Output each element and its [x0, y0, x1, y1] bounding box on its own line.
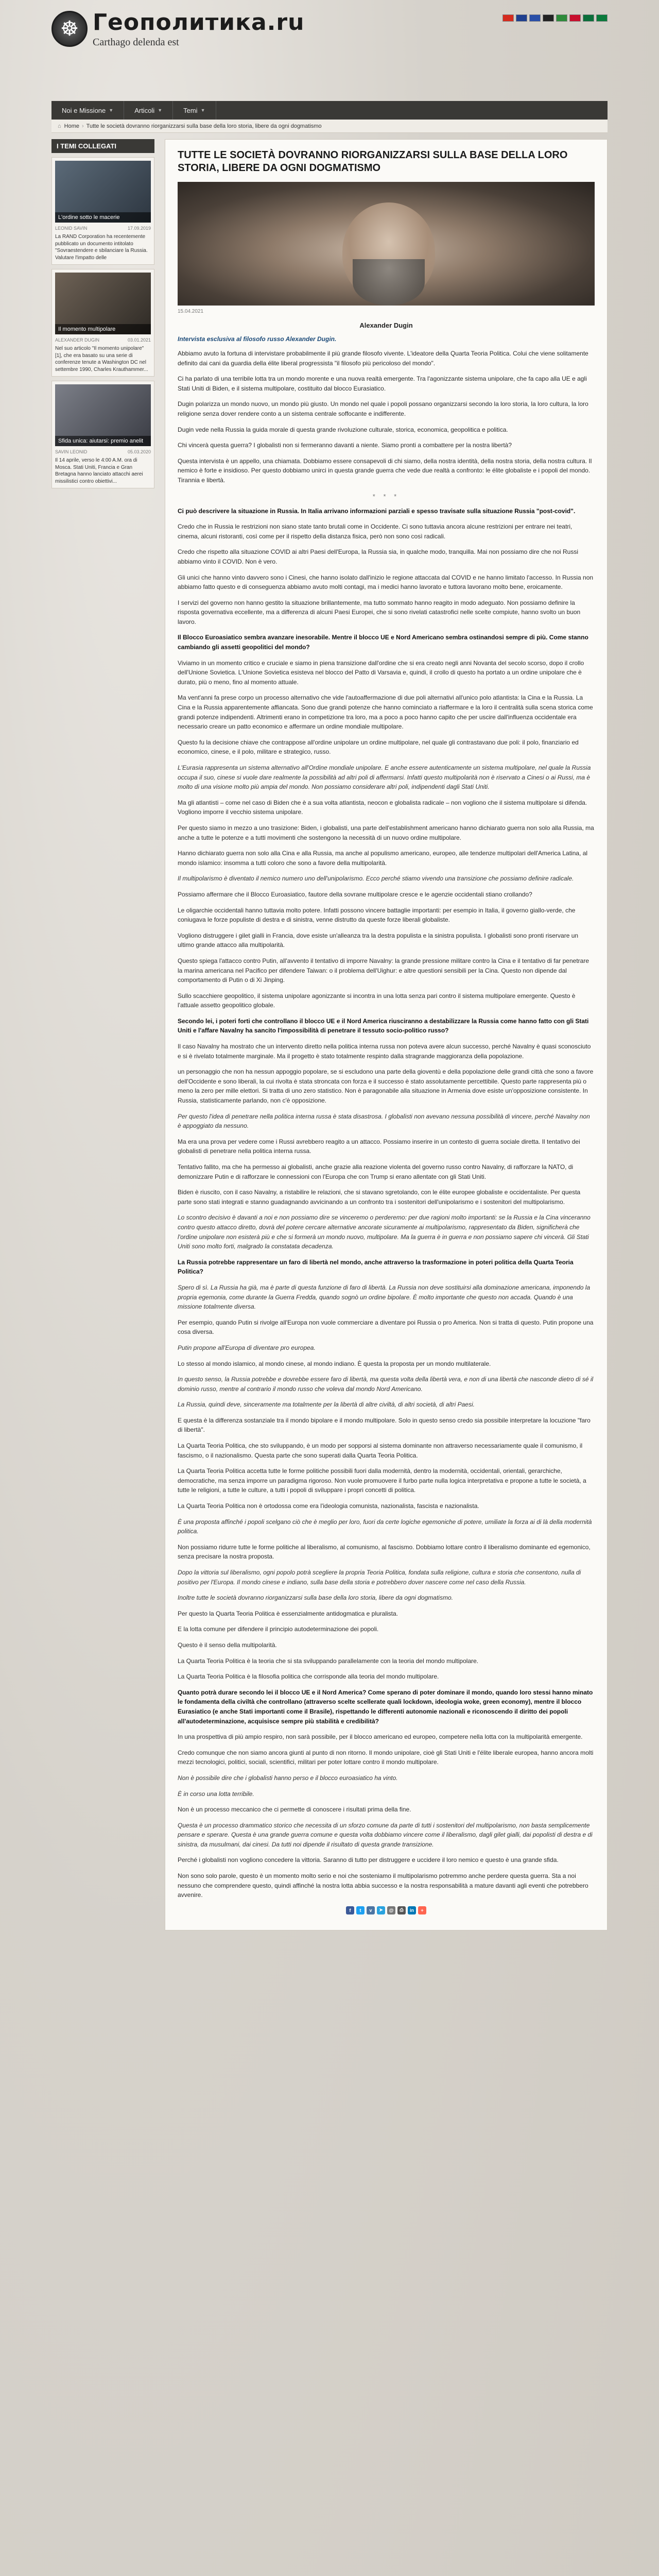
article-paragraph: Questo è il senso della multipolarità.	[178, 1641, 277, 1649]
article-paragraph: La Quarta Teoria Politica non è ortodossa come era l'ideologia comunista, nazionalista, fascista e nazionalista.	[178, 1502, 479, 1510]
article-paragraph: Non sono solo parole, questo è un momento molto serio e noi che sosteniamo il multipolarismo potremmo anche perdere questa guerra. Sta a noi nessuno che comprendere questo, quindi affinché la nostra lotta abbia successo e la nostra responsabilità a mature davanti agli eventi che potrebbero avvenire.	[178, 1872, 588, 1899]
article-body	[178, 349, 595, 1900]
article-paragraph: La Quarta Teoria Politica, che sto sviluppando, è un modo per sopporsi al sistema dominante non attraverso necessariamente quale il comunismo, il fascismo, o il nazionalismo. Questa parte che sono superati dalla Quarta Teoria Politica.	[178, 1442, 583, 1459]
article-paragraph: La Quarta Teoria Politica è la filosofia politica che corrisponde alla teoria del mondo multipolare.	[178, 1673, 439, 1681]
sidebar-heading: I TEMI COLLEGATI	[51, 139, 154, 153]
nav-item[interactable]	[124, 101, 173, 120]
article-paragraph: Credo che rispetto alla situazione COVID ai altri Paesi dell'Europa, la Russia sia, in qualche modo, tranquilla. Mai non possiamo dire che noi Russi abbiamo vinto il COVID. Non è vero.	[178, 548, 579, 565]
article-paragraph: Ma gli atlantisti – come nel caso di Biden che è a sua volta atlantista, neocon e globalista radicale – non vogliono che il sistema multipolare si difenda. Vogliono imporre il vecchio sistema unipolare.	[178, 799, 587, 816]
telegram-icon[interactable]: ➤	[377, 1906, 385, 1914]
section-divider: * * *	[372, 492, 400, 500]
related-card-author: SAVIN LEONID	[55, 449, 88, 454]
vk-icon[interactable]: v	[367, 1906, 375, 1914]
related-card-date: 05.03.2020	[127, 449, 151, 454]
nav-item-label: Noi e Missione	[62, 106, 106, 114]
chevron-down-icon: ▼	[109, 108, 114, 113]
related-card-thumbnail[interactable]	[55, 384, 151, 446]
article-hero-image	[178, 182, 595, 306]
interview-question: Quanto potrà durare secondo lei il blocco UE e il Nord America? Come sperano di poter dominare il mondo, quando loro stessi hanno minato le fondamenta della civiltà che controllano (attraverso scelte scellerate quali lockdown, ideologia woke, green economy), mentre il blocco Eurasiatico (e anche Stati importanti come il Brasile), rispettando le differenti autonomie nazionali e riconoscendo il diritto dei popoli all'autodeterminazione, acquisisce sempre più stabilità e credibilità?	[178, 1688, 593, 1725]
article-paragraph: E la lotta comune per difendere il principio autodeterminazione dei popoli.	[178, 1625, 379, 1633]
flag-pt[interactable]	[583, 14, 594, 22]
article-paragraph: Non è possibile dire che i globalisti hanno perso e il blocco euroasiatico ha vinto.	[178, 1774, 398, 1782]
article-paragraph: Tentativo fallito, ma che ha permesso ai globalisti, anche grazie alla reazione violenta del governo russo contro Navalny, di rafforzare la NATO, di demonizzare Putin e di rafforzare le connessioni con l'Europa che con Trump si erano allentate con gli Stati Uniti.	[178, 1163, 574, 1180]
print-icon[interactable]: ⎙	[397, 1906, 406, 1914]
article-paragraph: Non è un processo meccanico che ci permette di conoscere i risultati prima della fine.	[178, 1806, 411, 1814]
article-title: TUTTE LE SOCIETÀ DOVRANNO RIORGANIZZARSI SULLA BASE DELLA LORO STORIA, LIBERE DA OGNI DOGMATISMO	[178, 149, 568, 174]
portrait-beard	[353, 259, 425, 306]
share-icon[interactable]: +	[418, 1906, 426, 1914]
breadcrumb-separator-icon: ›	[82, 123, 84, 129]
related-card-date: 03.01.2021	[127, 337, 151, 343]
article-paragraph: Credo che in Russia le restrizioni non siano state tanto brutali come in Occidente. Ci sono tuttavia ancora alcune restrizioni per entrare nei teatri, cinema, alcuni ristoranti, così come per il rispetto della distanza fisica, però non sono così radicali.	[178, 523, 573, 540]
article-paragraph: Gli unici che hanno vinto davvero sono i Cinesi, che hanno isolato dall'inizio le regione attaccata dal COVID e ne hanno limitato l'accesso. In Russia non abbiamo fatto questo e di conseguenza abbiamo avuto molti contagi, ma i medici hanno lavorato e tuttora lavorano molto bene, eroicamente.	[178, 573, 594, 591]
article-paragraph: Questo spiega l'attacco contro Putin, all'avvento il tentativo di imporre Navalny: la grande pressione militare contro la Cina e il tentativo di far penetrare la marina americana nel Pacifico per difendere Taiwan: o il problema dell'Uighur: e altre questioni sensibili per la Cina. Questo non dipende dal comportamento di Putin o di Xi Jinping.	[178, 957, 589, 984]
related-card-excerpt: Nel suo articolo "Il momento unipolare" [1], che era basato su una serie di conferenze tenute a Washington DC nel settembre 1990, Charles Krauthammer...	[55, 346, 148, 372]
related-card-author: ALEXANDER DUGIN	[55, 337, 100, 343]
article-paragraph: L'Eurasia rappresenta un sistema alternativo all'Ordine mondiale unipolare. E anche essere autenticamente un sistema multipolare, nel quale la Russia occupa il suo, cinese si vuole dare realmente la possibilità ad altri poli di affermarsi. Infatti questo multipolarità non è riservato a Cinesi o ai Russi, ma è molto di una visione molto più ampia del mondo. Non possiamo considerare altri poli, indipendenti dagli Stati Uniti.	[178, 764, 591, 791]
article-author[interactable]: Alexander Dugin	[359, 321, 413, 329]
facebook-icon[interactable]: f	[346, 1906, 354, 1914]
article-paragraph: Per questo l'idea di penetrare nella politica interna russa è stata disastrosa. I globalisti non avevano nessuna possibilità di vincere, perché Navalny non è appoggiato da nessuno.	[178, 1112, 590, 1130]
logo-emblem-icon: ☸	[51, 11, 88, 47]
chevron-down-icon: ▼	[158, 108, 163, 113]
related-card-excerpt: La RAND Corporation ha recentemente pubblicato un documento intitolato "Sovraestendere e sbilanciare la Russia. Valutare l'impatto delle	[55, 234, 148, 261]
home-icon[interactable]: ⌂	[58, 123, 61, 129]
article-paragraph: Putin propone all'Europa di diventare pro europea.	[178, 1344, 316, 1351]
article-paragraph: Lo stesso al mondo islamico, al mondo cinese, al mondo indiano. È questa la proposta per un mondo multilaterale.	[178, 1360, 491, 1367]
article-paragraph: Hanno dichiarato guerra non solo alla Cina e alla Russia, ma anche al populismo americano, europeo, alle tendenze multipolari dell'America Latina, al mondo islamico: insomma a tutti coloro che sono a favore della multipolarità.	[178, 850, 588, 867]
flag-es[interactable]	[569, 14, 581, 22]
nav-item-label: Articoli	[134, 106, 155, 114]
article-lead: Intervista esclusiva al filosofo russo Alexander Dugin.	[178, 335, 337, 343]
site-subtitle: Carthago delenda est	[93, 37, 179, 48]
related-card-date: 17.09.2019	[127, 226, 151, 231]
share-buttons	[178, 1906, 595, 1914]
article-paragraph: Spero di sì. La Russia ha già, ma è parte di questa funzione di faro di libertà. La Russia non deve sostituirsi alla dominazione americana, imponendo la propria egemonia, come durante la Guerra Fredda, quando sognò un ordine bipolare. È molto importante che questo non accada. Quando è una missione totalmente diversa.	[178, 1283, 591, 1311]
article-paragraph: Credo comunque che non siamo ancora giunti al punto di non ritorno. Il mondo unipolare, cioè gli Stati Uniti e l'élite liberale europea, hanno ancora molti mezzi tecnologici, politici, sociali, scientifici, militari per poter lottare contro il mondo multipolare.	[178, 1749, 594, 1766]
article-paragraph: È una proposta affinché i popoli scelgano ciò che è meglio per loro, fuori da certe logiche egemoniche di potere, umiliate la forza ai di là della modernità politica.	[178, 1518, 592, 1535]
flag-de[interactable]	[543, 14, 554, 22]
article-paragraph: Vogliono distruggere i gilet gialli in Francia, dove esiste un'alleanza tra la destra populista e la sinistra populista. I globalisti sono pronti riservare un ultimo grande attacco alla multipolarità.	[178, 931, 579, 949]
article-paragraph: La Quarta Teoria Politica accetta tutte le forme politiche possibili fuori dalla modernità, dentro la modernità, occidentali, orientali, gerarchiche, democratiche, ma senza imporre un paradigma rigoroso. Non vuole promuovere il furbo parte nulla logica interpretativa e propone a tutte le società, a tutte le religioni, a tutte le culture, a tutti i popoli di sviluppare i propri concetti di politica.	[178, 1467, 586, 1494]
article-paragraph: Biden è riuscito, con il caso Navalny, a ristabilire le relazioni, che si stavano sgretolando, con le élite europee globaliste e occidentaliste. Per questa parte sono stati integrati e stanno guadagnando avvicinando a un confronto tra i sostenitori dell'unipolarismo e i sostenitori del multipolarismo.	[178, 1189, 581, 1206]
article-paragraph: La Quarta Teoria Politica è la teoria che si sta sviluppando parallelamente con la teoria del mondo multipolare.	[178, 1657, 479, 1665]
article-paragraph: La Russia, quindi deve, sinceramente ma totalmente per la libertà di altre civiltà, di altri società, di altri Paesi.	[178, 1401, 475, 1409]
flag-fr[interactable]	[529, 14, 541, 22]
article-paragraph: Abbiamo avuto la fortuna di intervistare probabilmente il più grande filosofo vivente. L'ideatore della Quarta Teoria Politica. Colui che viene solitamente definito dai cani da guardia della élite liberal progressista "il filosofo più pericoloso del mondo".	[178, 350, 588, 367]
breadcrumb-current: Tutte le società dovranno riorganizzarsi sulla base della loro storia, libere da ogni dogmatismo	[86, 123, 322, 129]
sidebar	[51, 139, 154, 1930]
linkedin-icon[interactable]: in	[408, 1906, 416, 1914]
interview-question: Secondo lei, i poteri forti che controllano il blocco UE e il Nord America riusciranno a destabilizzare la Russia come hanno fatto con gli Stati Uniti e l'affare Navalny ha sancito l'impossibilità di penetrare il tessuto socio-politico russo?	[178, 1017, 589, 1035]
article-paragraph: Ma vent'anni fa prese corpo un processo alternativo che vide l'autoaffermazione di due poli alternativi all'unico polo atlantista: la Cina e la Russia. La Cina e la Russia apparentemente affiancata. Sono due grandi potenze che hanno cominciato a riaffermare e la loro il centralità sulla scena storica come grandi potenze indipendenti. Altrimenti erano in competizione tra loro, ma a poco a poco hanno capito che per uscire dall'influenza occidentale era necessario creare un patto economico e affermare un ordine mondiale multipolare.	[178, 694, 593, 731]
breadcrumb	[51, 120, 608, 133]
article-paragraph: Questa intervista è un appello, una chiamata. Dobbiamo essere consapevoli di chi siamo, della nostra identità, della nostra storia, della nostra cultura. Il nemico è forte e insidioso. Per questo dobbiamo unirci in questa grande guerra che vede due realtà a confronto: le élite globaliste e i popoli del mondo. Tirannia e libertà.	[178, 457, 592, 484]
flag-ar[interactable]	[596, 14, 608, 22]
flag-it[interactable]	[556, 14, 567, 22]
email-icon[interactable]: @	[387, 1906, 395, 1914]
related-card-thumbnail[interactable]	[55, 161, 151, 223]
nav-item[interactable]	[173, 101, 216, 120]
article-date: 15.04.2021	[178, 309, 204, 314]
article-paragraph: Non possiamo ridurre tutte le forme politiche al liberalismo, al comunismo, al fascismo. Dobbiamo lottare contro il liberalismo dominante ed egemonico, senza precisare la nostra proposta.	[178, 1543, 591, 1561]
article-paragraph: Ma era una prova per vedere come i Russi avrebbero reagito a un attacco. Possiamo inserire in un contesto di guerra sociale diretta. Il tentativo dei globalisti di penetrare nella politica interna russa.	[178, 1138, 580, 1155]
related-card[interactable]	[51, 381, 154, 488]
related-card-thumbnail[interactable]	[55, 273, 151, 334]
flag-en[interactable]	[516, 14, 527, 22]
article-paragraph: In una prospettiva di più ampio respiro, non sarà possibile, per il blocco americano ed europeo, competere nella lotta con la multipolarità emergente.	[178, 1733, 583, 1741]
site-header	[51, 0, 608, 77]
article-paragraph: In questo senso, la Russia potrebbe e dovrebbe essere faro di libertà, ma questa volta della libertà vera, e non di una libertà che nasconde dietro di sé il dominio russo, mentre al contrario il mondo russo che voleva dal mondo Nord Americano.	[178, 1376, 594, 1393]
article-paragraph: Viviamo in un momento critico e cruciale e siamo in piena transizione dall'ordine che si era creato negli anni Novanta del secolo scorso, dopo il crollo dell'Unione Sovietica. L'Unione Sovietica esisteva nel blocco del Patto di Varsavia e, quindi, il crollo di questo ha portato a un ordine unipolare che è durato, più o meno, fino al momento attuale.	[178, 659, 584, 686]
article-paragraph: Per questo siamo in mezzo a uno trasizione: Biden, i globalisti, una parte dell'establishment americano hanno dichiarato guerra non solo alla Russia, ma anche a tutte le potenze e a tutti movimenti che sostengono la necessità di un nuovo ordine multipolare.	[178, 824, 594, 841]
nav-item-label: Temi	[183, 106, 198, 114]
related-card-author: LEONID SAVIN	[55, 226, 88, 231]
article-paragraph: È in corso una lotta terribile.	[178, 1790, 254, 1798]
article-paragraph: Dopo la vittoria sul liberalismo, ogni popolo potrà scegliere la propria Teoria Politica, fondata sulla religione, cultura e storia che consentono, nulla di positivo per l'Europa. Il mondo cinese e indiano, sulla base della storia e potrebbero dover nascere come nel caso della Russia.	[178, 1569, 581, 1586]
article-paragraph: Possiamo affermare che il Blocco Euroasiatico, fautore della sovrane multipolare cresce e le agenzie occidentali stiano crollando?	[178, 890, 532, 898]
interview-question: Il Blocco Euroasiatico sembra avanzare inesorabile. Mentre il blocco UE e Nord Americano sembra ostinandosi sempre di più. Come stanno cambiando gli assetti geopolitici del mondo?	[178, 634, 588, 651]
article-paragraph: Le oligarchie occidentali hanno tuttavia molto potere. Infatti possono vincere battaglie importanti: per esempio in Italia, il governo giallo-verde, che coniugava le forze populiste di destra e di sinistra, venne distrutto da queste forze liberali globaliste.	[178, 906, 576, 924]
article-paragraph: Questo fu la decisione chiave che contrappose all'ordine unipolare un ordine multipolare, nel quale gli contrastavano due poli: il polo, finanziario ed economico, cinese, e il polo, militare e strategico, russo.	[178, 738, 579, 756]
article-paragraph: I servizi del governo non hanno gestito la situazione brillantemente, ma tutto sommato hanno reagito in modo adeguato. Non possiamo definire la risposta governativa eccellente, ma a differenza di alcuni Paesi Europei, che si sono rivelati catastrofici nelle scelte compiute, hanno svolto un buon lavoro.	[178, 599, 581, 625]
article-paragraph: un personaggio che non ha nessun appoggio popolare, se si escludono una parte della gioventù e della popolazione delle grandi città che sono a favore dell'Occidente e sono liberali, la cui rivolta è stata stroncata con forza e il successo è stato assolutamente percettibile. Questo parte rappresenta più o meno la zero per mille elettori. Si tratta di uno zero statistico. Non è paragonabile alla situazione in Armenia dove esiste un'opposizione consistente. In Russia, statisticamente parlando, non c'è opposizione.	[178, 1068, 594, 1105]
interview-question: La Russia potrebbe rappresentare un faro di libertà nel mondo, anche attraverso la trasformazione in poteri politica della Quarta Teoria Politica?	[178, 1258, 574, 1276]
related-card[interactable]	[51, 269, 154, 377]
related-card-excerpt: Il 14 aprile, verso le 4:00 A.M. ora di Mosca. Stati Uniti, Francia e Gran Bretagna hanno lanciato attacchi aerei missilistici contro obiettivi...	[55, 457, 143, 484]
article-paragraph: Questa è un processo drammatico storico che necessita di un sforzo comune da parte di tutti i sostenitori del multipolarismo, non basta semplicemente pensare e sperare. Questa è una grande guerra comune e questa volta dobbiamo vincere come il liberalismo, dagli gilet gialli, dai popolisti di destra e di sinistra, da musulmani, dai cinesi. Da tutti noi dipende il risultato di questa grande transizione.	[178, 1821, 593, 1848]
article-paragraph: Ci ha parlato di una terribile lotta tra un mondo morente e una nuova realtà emergente. Tra l'agonizzante sistema unipolare, che fa capo alla UE e agli Stati Uniti di Biden, e il sistema multipolare, costituito dal blocco Eurasiatico.	[178, 375, 587, 392]
interview-question: Ci può descrivere la situazione in Russia. In Italia arrivano informazioni parziali e spesso travisate sulla situazione Russia "post-covid".	[178, 507, 576, 515]
article-paragraph: Il multipolarismo è diventato il nemico numero uno dell'unipolarismo. Ecco perché stiamo vivendo una transizione che possiamo definire radicale.	[178, 875, 574, 883]
breadcrumb-home[interactable]: Home	[64, 123, 79, 129]
flag-ru[interactable]	[502, 14, 514, 22]
language-flags	[502, 14, 608, 22]
article-paragraph: Inoltre tutte le società dovranno riorganizzarsi sulla base della loro storia, libere da ogni dogmatismo.	[178, 1594, 453, 1602]
main-navigation	[51, 101, 608, 120]
related-card-title[interactable]: Il momento multipolare	[55, 324, 151, 334]
content-area	[51, 139, 608, 1930]
related-card[interactable]	[51, 157, 154, 265]
site-logo[interactable]	[51, 9, 304, 48]
related-card-title[interactable]: Sfida unica: aiutarsi: premio anelit	[55, 436, 151, 446]
article-paragraph: Per esempio, quando Putin si rivolge all'Europa non vuole commerciare a diventare poi Russia o pro America. Non si tratta di questo. Putin propone una cosa diversa.	[178, 1318, 594, 1336]
twitter-icon[interactable]: t	[356, 1906, 365, 1914]
chevron-down-icon: ▼	[200, 108, 205, 113]
nav-item[interactable]	[51, 101, 124, 120]
article-paragraph: Per questo la Quarta Teoria Politica è essenzialmente antidogmatica e pluralista.	[178, 1609, 398, 1617]
article-paragraph: Lo scontro decisivo è davanti a noi e non possiamo dire se vinceremo o perderemo: per due ragioni molto importanti: se la Russia e la Cina vinceranno contro questo attacco diretto, dovrà del potere cercare alternative ancorate sicuramente ai multipolarismo, rappresentato da Biden, significherà che l'ordine unipolare non esisterà più e che si formerà un mondo nuovo, multipolare. Ma la guerra è in guerra e non possiamo sapere chi vincerà. Gli Stati Uniti sono molto forti, malgrado la constatata decadenza.	[178, 1214, 591, 1250]
article-paragraph: Perché i globalisti non vogliono concedere la vittoria. Saranno di tutto per distruggere e uccidere il loro nemico e questo è una grande sfida.	[178, 1856, 559, 1864]
article	[165, 139, 608, 1930]
article-paragraph: Dugin vede nella Russia la guida morale di questa grande rivoluzione culturale, storica, economica, geopolitica e politica.	[178, 426, 508, 433]
article-paragraph: Il caso Navalny ha mostrato che un intervento diretto nella politica interna russa non poteva avere alcun successo, perché Navalny è quasi sconosciuto e si è rivelato totalmente marginale. Ma il progetto è stato totalmente respinto dalla stragrande maggioranza della popolazione.	[178, 1043, 591, 1060]
article-paragraph: Dugin polarizza un mondo nuovo, un mondo più giusto. Un mondo nel quale i popoli possano organizzarsi secondo la loro storia, la loro cultura, la loro religione senza dover rendere conto a un sistema centrale soffocante e indifferente.	[178, 400, 588, 417]
article-paragraph: E questa è la differenza sostanziale tra il mondo bipolare e il mondo multipolare. Solo in questo senso credo sia possibile interpretare la locuzione "faro di libertà".	[178, 1416, 591, 1434]
article-paragraph: Chi vincerà questa guerra? I globalisti non si fermeranno davanti a niente. Siamo pronti a combattere per la nostra libertà?	[178, 442, 512, 449]
site-title: Геополитика.ru	[93, 9, 305, 36]
article-paragraph: Sullo scacchiere geopolitico, il sistema unipolare agonizzante si incontra in una lotta senza pari contro il sistema multipolare emergente. Questo è l'attuale assetto geopolitico globale.	[178, 992, 576, 1009]
related-card-title[interactable]: L'ordine sotto le macerie	[55, 212, 151, 223]
